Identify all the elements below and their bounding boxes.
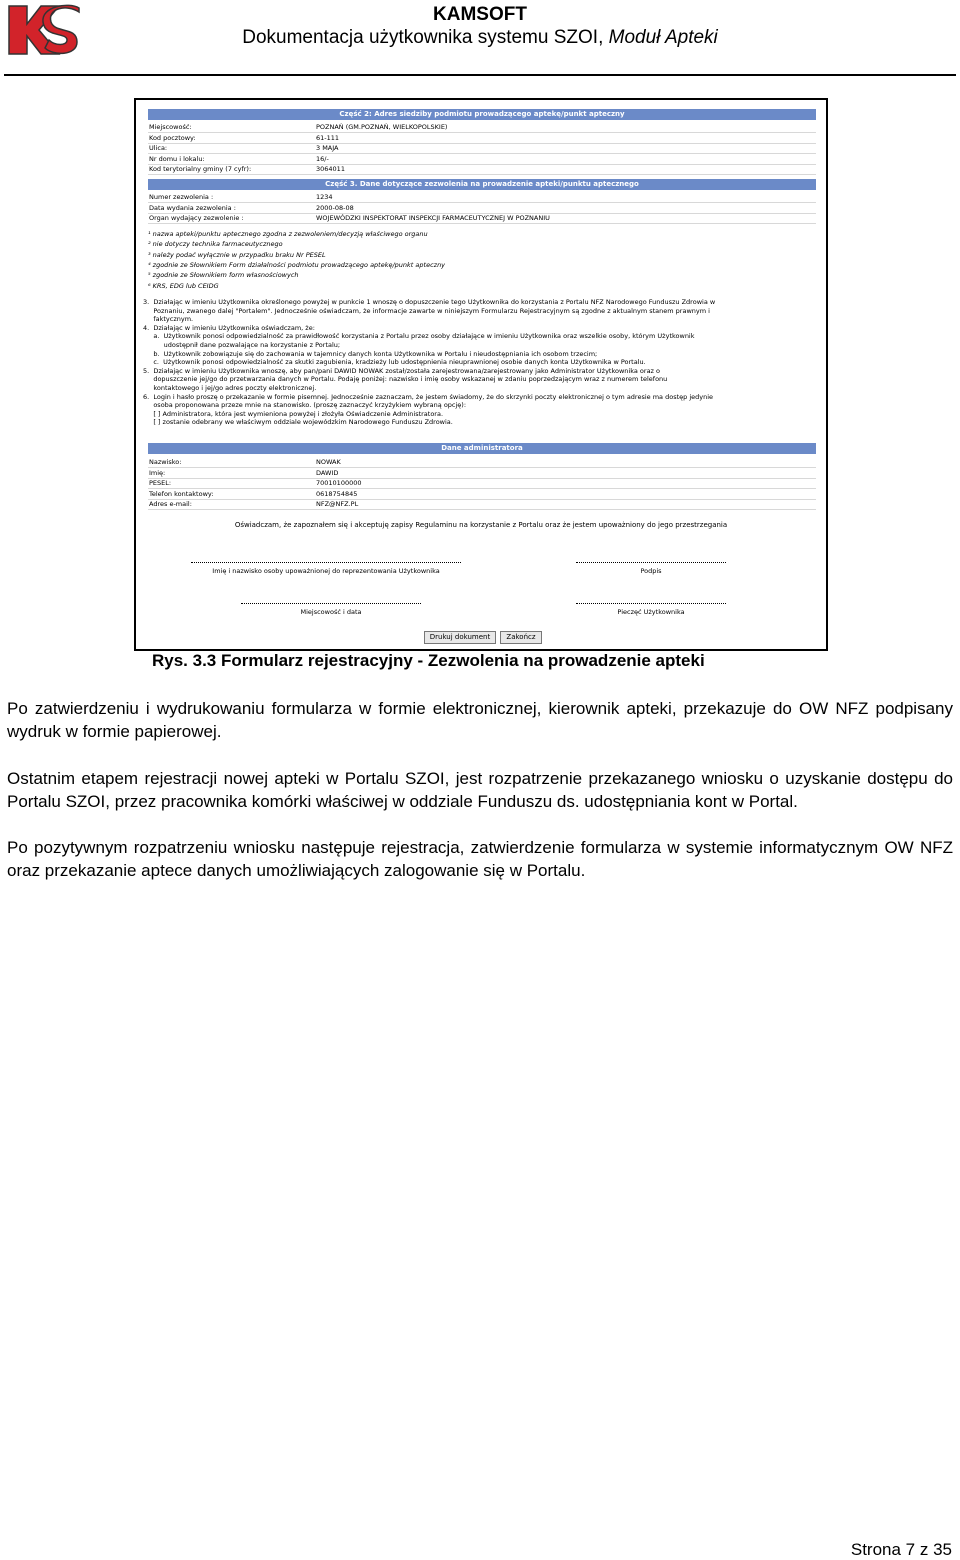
form-row bbox=[148, 122, 816, 133]
declaration-line: 4. Działając w imieniu Użytkownika oświadczam, że: bbox=[143, 323, 315, 332]
form-row-label: Organ wydający zezwolenie : bbox=[149, 214, 244, 222]
kamsoft-logo bbox=[5, 2, 83, 58]
form-row bbox=[148, 468, 816, 479]
declaration-line: dopuszczenie jej/go do przetwarzania danych w Portalu. Podaję poniżej: nazwisko i imię osoby wskazanej w zdaniu poprzedzającym wraz z numerem telefonu bbox=[143, 375, 668, 384]
doc-title-main: Dokumentacja użytkownika systemu SZOI, bbox=[242, 27, 604, 48]
form-row-label: Kod terytorialny gminy (7 cyfr): bbox=[149, 165, 252, 173]
signature-sign-label: Podpis bbox=[640, 567, 662, 575]
page-header bbox=[0, 0, 960, 76]
declaration-line: 6. Login i hasło proszę o przekazanie w formie pisemnej. Jednocześnie zaznaczam, że jestem świadomy, że do skrzynki poczty elektronicznej o tym adresie ma dostęp jedynie bbox=[143, 392, 714, 401]
form-row bbox=[148, 213, 816, 224]
document-title bbox=[190, 27, 770, 49]
form-row-label: Adres e-mail: bbox=[149, 500, 192, 508]
form-row bbox=[148, 499, 816, 510]
header-rule bbox=[4, 74, 956, 76]
footnote: ³ należy podać wyłącznie w przypadku braku Nr PESEL bbox=[148, 250, 326, 259]
figure-caption: Rys. 3.3 Formularz rejestracyjny - Zezwolenia na prowadzenie apteki bbox=[152, 651, 705, 670]
doc-title-module: Moduł Apteki bbox=[608, 27, 718, 48]
footnote: ² nie dotyczy technika farmaceutycznego bbox=[148, 240, 283, 249]
form-row-label: Telefon kontaktowy: bbox=[149, 489, 214, 498]
footnote: ⁵ zgodnie ze Słownikiem form własnościowych bbox=[148, 271, 299, 280]
form-row-value: DAWID bbox=[316, 468, 339, 477]
footnote: ⁶ KRS, EDG lub CEIDG bbox=[148, 281, 219, 290]
form-row bbox=[148, 192, 816, 203]
admin-title: Dane administratora bbox=[148, 443, 816, 454]
signature-name-label: Imię i nazwisko osoby upoważnionej do reprezentowania Użytkownika bbox=[212, 567, 440, 575]
form-row bbox=[148, 457, 816, 468]
paragraph-2: Ostatnim etapem rejestracji nowej apteki w Portalu SZOI, jest rozpatrzenie przekazanego wniosku o uzyskanie dostępu do Portalu SZOI, przez pracownika komórki właściwej w oddziale Funduszu ds. udostępniania kont w Portal. bbox=[7, 769, 953, 811]
form-row-value: 0618754845 bbox=[316, 489, 358, 498]
form-row bbox=[148, 164, 816, 175]
signature-line bbox=[241, 603, 421, 604]
company-name: KAMSOFT bbox=[433, 4, 527, 25]
declaration-line: 5. Działając w imieniu Użytkownika wnoszę, aby pan/pani DAWID NOWAK został/została zarejestrowana/zarejestrowany jako Administrator Użytkownika oraz o bbox=[143, 366, 661, 375]
declaration-line: a. Użytkownik ponosi odpowiedzialność za prawidłowość korzystania z Portalu przez osoby działające w imieniu Użytkownika oraz wszelkie osoby, którym Użytkownik bbox=[143, 332, 695, 341]
form-row-value: 61-111 bbox=[316, 133, 340, 142]
form-row-label: Ulica: bbox=[149, 144, 168, 152]
form-row bbox=[148, 478, 816, 489]
form-row bbox=[148, 143, 816, 154]
oath-text: Oświadczam, że zapoznałem się i akceptuję zapisy Regulaminu na korzystanie z Portalu oraz że jestem upoważniony do jego przestrzegania bbox=[234, 521, 728, 529]
form-row-label: Numer zezwolenia : bbox=[149, 193, 214, 201]
print-document-button[interactable]: Drukuj dokument bbox=[424, 631, 496, 644]
form-row bbox=[148, 489, 816, 500]
form-row-value: POZNAŃ (GM.POZNAŃ, WIELKOPOLSKIE) bbox=[316, 123, 448, 131]
footnote: ¹ nazwa apteki/punktu aptecznego zgodna z zezwoleniem/decyzją właściwego organu bbox=[148, 230, 428, 238]
form-row-value: 3 MAJA bbox=[316, 144, 339, 152]
signature-name-block bbox=[191, 562, 461, 575]
page-number: Strona 7 z 35 bbox=[850, 1540, 952, 1559]
form-row-label: Kod pocztowy: bbox=[149, 133, 196, 142]
declaration-line: osoba proponowana przeze mnie na stanowisko. (proszę zaznaczyć krzyżykiem wybraną opcję): bbox=[143, 401, 467, 410]
section3-title: Część 3. Dane dotyczące zezwolenia na prowadzenie apteki/punktu aptecznego bbox=[148, 179, 816, 190]
form-row-label: Miejscowość: bbox=[149, 123, 192, 131]
form-row-value: NOWAK bbox=[316, 458, 341, 466]
declaration-line: b. Użytkownik zobowiązuje się do zachowania w tajemnicy danych konta Użytkownika w Portalu i nieudostępniania ich osobom trzecim; bbox=[143, 349, 598, 358]
signature-stamp-block bbox=[576, 603, 726, 616]
form-row-value: 3064011 bbox=[316, 165, 345, 173]
declaration-line: kontaktowego i jej/go adres poczty elektronicznej. bbox=[143, 384, 317, 392]
form-row bbox=[148, 203, 816, 214]
form-row-label: Data wydania zezwolenia : bbox=[149, 203, 236, 212]
form-row-value: 1234 bbox=[316, 193, 333, 201]
form-row-label: Imię: bbox=[149, 468, 166, 477]
paragraph-3: Po pozytywnym rozpatrzeniu wniosku następuje rejestracja, zatwierdzenie formularza w systemie informatycznym OW NFZ oraz przekazanie aptece danych umożliwiających zalogowanie się w Portalu. bbox=[7, 838, 953, 880]
declaration-line: [ ] zostanie odebrany we właściwym oddziale wojewódzkim Narodowego Funduszu Zdrowia. bbox=[143, 418, 453, 427]
form-row bbox=[148, 154, 816, 165]
form-row bbox=[148, 133, 816, 144]
paragraph-1: Po zatwierdzeniu i wydrukowaniu formularza w formie elektronicznej, kierownik apteki, przekazuje do OW NFZ podpisany wydruk w formie papierowej. bbox=[7, 699, 953, 741]
section2-title: Część 2: Adres siedziby podmiotu prowadzącego aptekę/punkt apteczny bbox=[148, 109, 816, 120]
form-row-value: WOJEWÓDZKI INSPEKTORAT INSPEKCJI FARMACEUTYCZNEJ W POZNANIU bbox=[316, 214, 550, 222]
declaration-line: 3. Działając w imieniu Użytkownika określonego powyżej w punkcie 1 wnoszę o dopuszczenie tego Użytkownika do korzystania z Portalu NFZ Narodowego Funduszu Zdrowia w bbox=[143, 298, 716, 306]
finish-button[interactable]: Zakończ bbox=[500, 631, 542, 644]
form-screenshot bbox=[134, 98, 828, 651]
form-row-label: Nazwisko: bbox=[149, 458, 182, 466]
form-row-label: Nr domu i lokalu: bbox=[149, 154, 205, 163]
declaration-line: Poznaniu, zwanego dalej "Portalem". Jednocześnie oświadczam, że informacje zawarte w niniejszym Formularzu Rejestracyjnym są zgodne z aktualnym stanem prawnym i bbox=[143, 306, 710, 315]
signature-place-label: Miejscowość i data bbox=[300, 608, 362, 616]
footnote: ⁴ zgodnie ze Słownikiem Form działalności podmiotu prowadzącego aptekę/punkt apteczny bbox=[148, 260, 446, 269]
signature-stamp-label: Pieczęć Użytkownika bbox=[617, 608, 685, 616]
form-row-value: 16/- bbox=[316, 154, 329, 163]
declaration-line: c. Użytkownik ponosi odpowiedzialność za skutki zagubienia, kradzieży lub udostępnienia nieuprawnionej osobie danych konta Użytkownika w Portalu. bbox=[143, 358, 646, 367]
signature-sign-block bbox=[576, 562, 726, 575]
form-row-label: PESEL: bbox=[149, 479, 172, 487]
form-row-value: NFZ@NFZ.PL bbox=[316, 500, 359, 508]
signature-line bbox=[576, 562, 726, 563]
signature-place-block bbox=[241, 603, 421, 616]
declaration-line: [ ] Administratora, która jest wymieniona powyżej i złożyła Oświadczenie Administratora. bbox=[143, 409, 444, 418]
declaration-line: faktycznym. bbox=[143, 315, 194, 324]
signature-line bbox=[191, 562, 461, 563]
declaration-line: udostępnił dane pozwalające na korzystanie z Portalu; bbox=[143, 341, 341, 349]
form-row-value: 2000-08-08 bbox=[316, 203, 354, 212]
signature-line bbox=[576, 603, 726, 604]
form-row-value: 70010100000 bbox=[316, 479, 362, 487]
